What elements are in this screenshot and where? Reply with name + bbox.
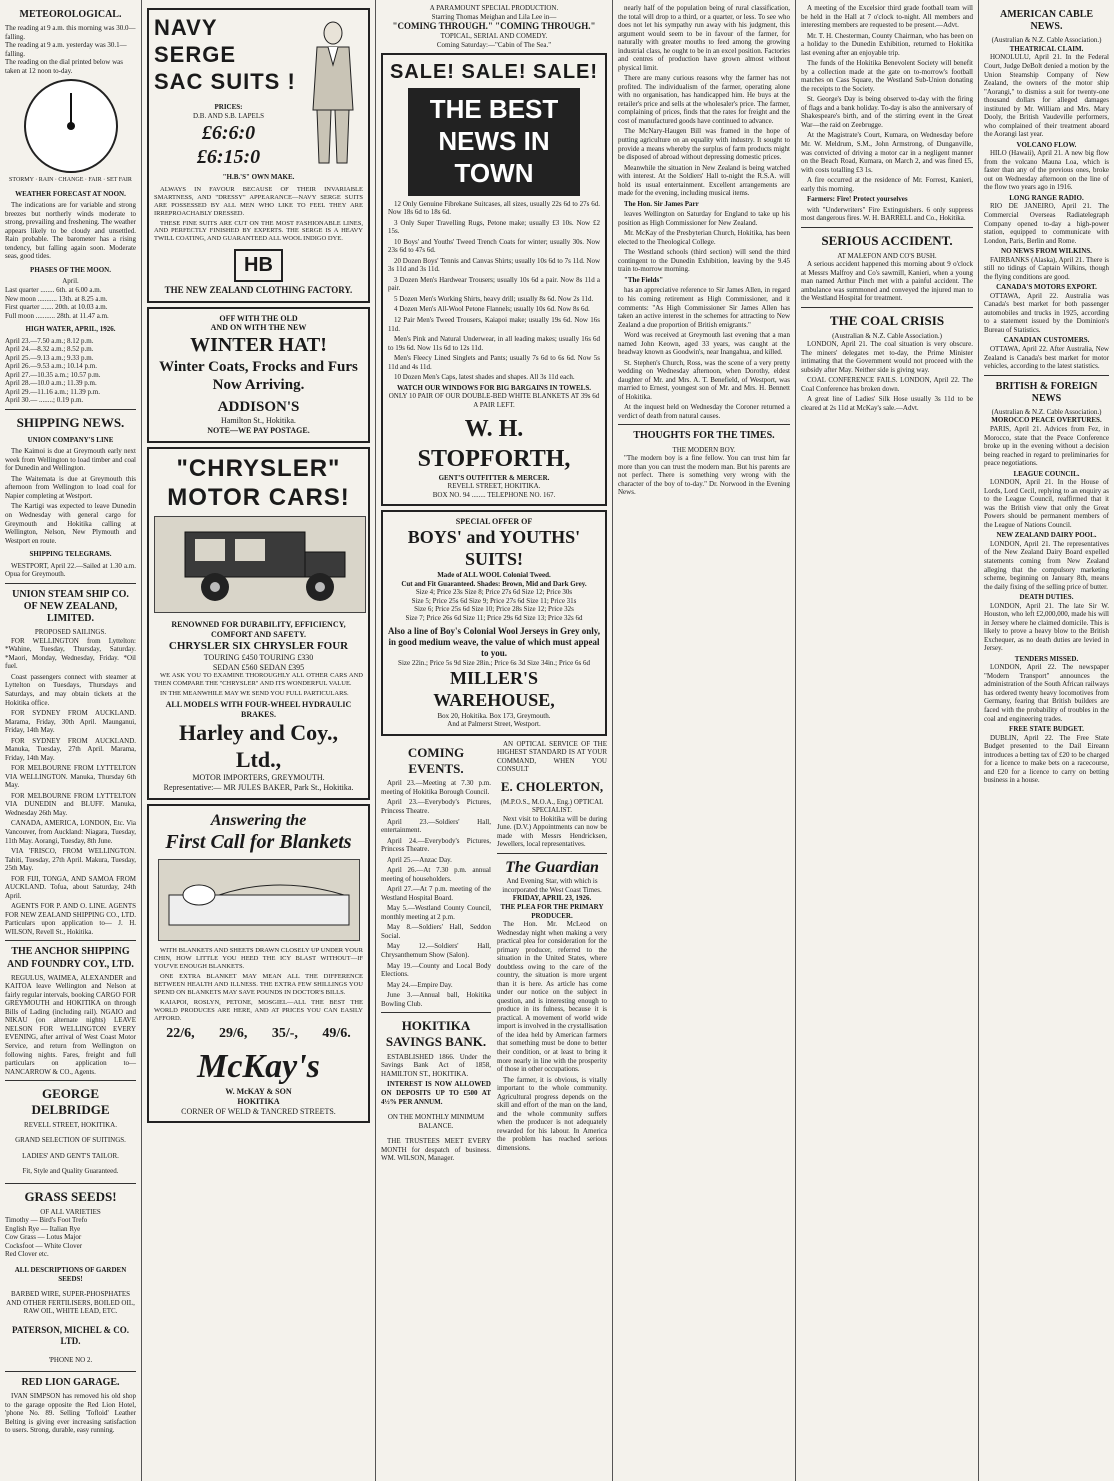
water-row: April 27.—10.35 a.m.; 10.57 p.m.	[5, 370, 101, 379]
boys-suits-ad	[381, 510, 607, 735]
editorial-paragraph: The farmer, it is obvious, is vitally important to the whole community. Agricultural progress depends on the skill and effort of the man on the land, and the whole community suffers when the producer is not adequately rewarded for his labour. In America the problem has reached serious dimensions.	[497, 1075, 607, 1152]
sale-item: Men's Pink and Natural Underwear, in all leading makes; usually 16s 6d to 19s 6d. Now 11s 6d to 12s 11d.	[388, 335, 600, 352]
harley-name: Harley and Coy., Ltd.,	[179, 719, 338, 772]
forecast-heading: WEATHER FORECAST AT NOON.	[15, 189, 126, 198]
blanket-price: 29/6,	[219, 1025, 248, 1041]
blanket-prices	[154, 1025, 363, 1042]
minister-title: The Hon. Sir James Parr	[624, 199, 699, 208]
cable-item-heading: CANADA'S MOTORS EXPORT.	[996, 283, 1097, 292]
event-item: April 27.—At 7 p.m. meeting of the Westland Hospital Board.	[381, 885, 491, 902]
union-text: The Waitemata is due at Greymouth this afternoon from Wellington to load coal for Napier completing at Westport.	[5, 474, 136, 500]
news-item: A fire occurred at the residence of Mr. Forrest, Kanieri, early this morning.	[801, 176, 973, 193]
paterson-name: PATERSON, MICHEL & CO. LTD.	[12, 1324, 129, 1346]
moon-row: Last quarter ........ 6th. at 6.00 a.m.	[5, 286, 102, 294]
foreign-item-text: LONDON, April 21. The late Sir W. Houston, who left £2,000,000, made his will in Jersey where he claimed domicile. This is likely to prove a heavy blow to the British Exchequer, as no death duties are levied in Jersey.	[984, 601, 1109, 653]
cable-item-text: FAIRBANKS (Alaska), April 21. There is still no tidings of Captain Wilkins, though the flying conditions are good.	[984, 255, 1109, 281]
savings-heading: HOKITIKA SAVINGS BANK.	[385, 1018, 487, 1050]
american-cable-heading: AMERICAN CABLE NEWS.	[999, 9, 1094, 33]
foreign-item-heading: TENDERS MISSED.	[1014, 654, 1079, 663]
harley-sub: MOTOR IMPORTERS, GREYMOUTH.	[192, 773, 325, 783]
nz-clothing: THE NEW ZEALAND CLOTHING FACTORY.	[164, 284, 353, 295]
hydraulic: ALL MODELS WITH FOUR-WHEEL HYDRAULIC BRAKES.	[165, 700, 352, 719]
cable-item-text: OTTAWA, April 22. Australia was Canada's best market for both passenger automobiles and trucks in 1925, according to a statement issued by the Dominion's Bureau of Statistics.	[984, 291, 1109, 334]
sailing-item: FOR MELBOURNE FROM LYTTELTON VIA DUNEDIN and BLUFF. Manuka, Wednesday 26th May.	[5, 791, 136, 817]
foreign-item-text: LONDON, April 21. In the House of Lords, Lord Cecil, replying to an enquiry as to the League Council, reaffirmed that it was the British view that only the Great Powers should be permanent members of the League of Nations Council.	[984, 478, 1109, 529]
telegrams-text: WESTPORT, April 22.—Sailed at 1.30 a.m. Opua for Greymouth.	[5, 561, 136, 579]
addison-name: ADDISON'S	[217, 399, 300, 416]
grass-sub: OF ALL VARIETIES	[40, 1207, 101, 1216]
only-10-pair: ONLY 10 PAIR OF OUR DOUBLE-BED WHITE BLANKETS AT 39s 6d A PAIR LEFT.	[388, 392, 600, 409]
sale-title: SALE! SALE! SALE!	[389, 61, 599, 84]
size-row: Size 4; Price 23s Size 8; Price 27s 6d Size 12; Price 30s	[415, 588, 573, 597]
chrysler-ad	[147, 447, 370, 800]
news-item: Mr. McKay of the Presbyterian Church, Hokitika, has been elected to the Theological College.	[618, 229, 790, 246]
sailing-item: FOR SYDNEY FROM AUCKLAND. Manuka, Tuesday, 27th April. Marama, Friday, 14th May.	[5, 736, 136, 762]
water-row: April 24.—8.32 a.m.; 8.52 p.m.	[5, 345, 94, 354]
delbridge-line: LADIES' AND GENT'S TAILOR.	[22, 1151, 119, 1160]
coming-saturday: Coming Saturday:—"Cabin of The Sea."	[436, 40, 552, 49]
sailing-item: CANADA, AMERICA, LONDON, Etc. Via Vancouver, from Auckland: Niagara, Tuesday, 11th May. Aorangi, Tuesday, 8th June.	[5, 819, 136, 845]
article-paragraph: The McNary-Haugen Bill was framed in the hope of putting agriculture on an equality with industry. It sought to provide a means whereby the surplus of farm products might be disposed of abroad without depressing domestic prices.	[618, 127, 790, 162]
news-item: The funds of the Hokitika Benevolent Society will benefit by a collection made at the gate on to-morrow's football matches on Cass Square, the Westland Sub-Union donating the receipts to the Society.	[801, 59, 973, 93]
blankets-text-3: KAIAPOI, ROSLYN, PETONE, MOSGIEL—ALL THE BEST THE WORLD PRODUCES ARE HERE, AND AT PRICES YOU CAN EASILY AFFORD.	[154, 998, 363, 1022]
chrysler-title-2: MOTOR CARS!	[167, 484, 350, 512]
renowned: RENOWNED FOR DURABILITY, EFFICIENCY, COMFORT AND SAFETY.	[171, 620, 346, 639]
sale-item: 12 Only Genuine Fibrekane Suitcases, all sizes, usually 22s 6d to 27s 6d. Now 18s 6d to 18s 6d.	[388, 199, 600, 217]
divider	[5, 1183, 136, 1184]
stopforth-box: BOX NO. 94 ........ TELEPHONE NO. 167.	[432, 490, 556, 499]
telegrams-heading: SHIPPING TELEGRAMS.	[29, 550, 112, 559]
foreign-news-heading: BRITISH & FOREIGN NEWS	[995, 380, 1098, 404]
meteor-line: The reading on the dial printed below was taken at 12 noon to-day.	[5, 58, 123, 75]
event-item: April 25.—Anzac Day.	[387, 855, 452, 864]
grass-item: English Rye — Italian Rye	[5, 1224, 81, 1233]
moon-row: Full moon ........... 28th. at 11.47 a.m.	[5, 311, 109, 320]
column-6	[979, 0, 1114, 1481]
cable-item-text: HONOLULU, April 21. In the Federal Court, Judge DeBolt denied a motion by the Union Steamship Company of New Zealand, the owners of the motor ship "Aorangi," to dismiss a suit for twenty-one thousand dollars for alleged damages instituted by Mr. William and Mrs. Mary Dooly, the British Vaudeville performers, who complained of their treatment aboard the Aorangi last year.	[984, 53, 1109, 139]
moon-row: First quarter ....... 20th. at 10.03 a.m.	[5, 303, 108, 312]
barometer-hub	[67, 122, 75, 130]
news-item: St. Stephen's Church, Ross, was the scene of a very pretty wedding on Wednesday afternoon, when Dorothy, eldest daughter of Mr. and Mrs. A. T. Benefield, of Westport, was married to Ernest, youngest son of Mr. and Mrs. H. Bennett of Hokitika.	[618, 358, 790, 401]
foreign-item-heading: MOROCCO PEACE OVERTURES.	[991, 416, 1102, 425]
cable-item-text: OTTAWA, April 22. After Australia, New Zealand is Canada's best market for motor vehicles, according to the latest statistics.	[984, 344, 1109, 371]
blankets-title: Answering the	[210, 811, 307, 829]
addison-location: Hamilton St., Hokitika.	[221, 416, 296, 426]
cable-item-heading: NO NEWS FROM WILKINS.	[1001, 247, 1092, 256]
divider	[5, 409, 136, 410]
cholerton-text: Next visit to Hokitika will be during June. (D.V.) Appointments can now be made with Messrs Hendricksen, Jewellers, local representatives.	[497, 814, 607, 849]
coal-conference: COAL CONFERENCE FAILS. LONDON, April 22. The Coal Conference has broken down.	[801, 376, 973, 393]
blanket-price: 22/6,	[166, 1025, 195, 1041]
foreign-association: (Australian & N.Z. Cable Association.)	[991, 407, 1102, 416]
mckay-location: HOKITIKA	[237, 1096, 280, 1106]
coming-through: "COMING THROUGH." "COMING THROUGH."	[392, 21, 596, 32]
jerseys: Also a line of Boy's Colonial Wool Jerseys in Grey only, in good medium weave, the value of which must appeal to you.	[388, 626, 600, 659]
coal-crisis-heading: THE COAL CRISIS	[829, 312, 945, 328]
navy-title: NAVY SERGE	[154, 15, 237, 67]
column-4	[613, 0, 795, 1481]
divider	[381, 1012, 491, 1013]
foreign-item-heading: LEAGUE COUNCIL.	[1013, 469, 1080, 478]
event-item: April 26.—At 7.30 p.m. annual meeting of householders.	[381, 866, 491, 883]
topical: TOPICAL, SERIAL AND COMEDY.	[440, 32, 548, 41]
price-2: £6:15:0	[196, 145, 261, 168]
event-item: May 8.—Soldiers' Hall, Seddon Social.	[381, 923, 491, 940]
column-1	[0, 0, 141, 1481]
water-row: April 28.—10.0 a.m.; 11.39 p.m.	[5, 379, 97, 388]
cable-item-text: RIO DE JANEIRO, April 21. The Commercial Overseas Radiatelegraph Company opened to-day a high-power station, equipped to communicate with London, Paris, Berlin and Rome.	[984, 202, 1109, 245]
event-item: April 24.—Everybody's Pictures, Princess Theatre.	[381, 836, 491, 854]
postage-note: NOTE—WE PAY POSTAGE.	[207, 426, 310, 436]
event-item: May 24.—Empire Day.	[387, 980, 453, 989]
dial-label: RAIN	[38, 177, 54, 184]
serious-accident-sub: AT MALEFON AND CO'S BUSH.	[837, 251, 937, 260]
anchor-heading: THE ANCHOR SHIPPING AND FOUNDRY COY., LTD.	[7, 946, 134, 970]
event-item: April 23.—Soldiers' Hall, entertainment.	[381, 817, 491, 835]
column-5	[796, 0, 978, 1481]
garden-seeds: ALL DESCRIPTIONS OF GARDEN SEEDS!	[14, 1266, 127, 1283]
foreign-item-heading: FREE STATE BUDGET.	[1009, 725, 1084, 734]
serious-accident-text: A serious accident happened this morning about 9 o'clock at Messrs Malfroy and Co's sawmill, Kanieri, when a young man named Arthur Pinch met with a painful accident. The ambulance was summoned and conveyed the injured man to the Westland Hospital for treatment.	[801, 260, 973, 303]
sailing-item: Coast passengers connect with steamer at Lyttelton on Tuesdays, Thursdays and Saturdays, and may obtain tickets at the Hokitika office.	[5, 672, 136, 707]
barometer-dial	[24, 79, 118, 173]
blanket-price: 49/6.	[322, 1025, 351, 1041]
corner-streets: CORNER OF WELD & TANCRED STREETS.	[181, 1106, 336, 1116]
divider	[801, 307, 973, 308]
delbridge-line: Fit, Style and Quality Guaranteed.	[22, 1167, 119, 1176]
prices-label: PRICES:	[214, 103, 243, 112]
cable-item-heading: CANADIAN CUSTOMERS.	[1003, 336, 1090, 345]
navy-text-2: THESE FINE SUITS ARE CUT ON THE MOST FASHIONABLE LINES, AND PERFECTLY FINISHED BY EXPERTS. THE SERGE IS A HEAVY TWILL COATING, AND GUARANTEED ALL WOOL INDIGO DYE.	[154, 219, 363, 243]
sailing-item: FOR FIJI, TONGA, AND SAMOA FROM AUCKLAND. Tofua, about Saturday, 24th April.	[5, 874, 136, 900]
union-text: The Kaimoi is due at Greymouth early next week from Wellington to load timber and coal for Dunedin and Wellington.	[5, 447, 136, 473]
divider	[5, 940, 136, 941]
lapels: D.B. AND S.B. LAPELS	[193, 112, 264, 121]
grass-item: Timothy — Bird's Foot Trefo	[5, 1216, 88, 1225]
savings-text: ESTABLISHED 1866. Under the Savings Bank Act of 1858, HAMILTON ST., HOKITIKA.	[381, 1052, 491, 1078]
sale-item: 3 Only Super Travelling Rugs, Petone make; usually £3 10s. Now £2 15s.	[388, 218, 600, 236]
monthly: ON THE MONTHLY MINIMUM BALANCE.	[387, 1113, 485, 1130]
divider	[5, 1371, 136, 1372]
dial-label: STORMY	[9, 177, 34, 184]
anchor-text: REGULUS, WAIMEA, ALEXANDER and KAITOA leave Wellington and Nelson at fairly regular intervals, booking CARGO FOR GREYMOUTH and HOKITIKA on through Bills of Lading (including rail). NGAIO and NIKAU (on alternate nights) LEAVE NELSON FOR WELLINGTON EVERY EVENING, after arrival of West Coast Motor Service, and return from Wellington on following nights. Fares, freight and full particulars on application to— NANCARROW & CO., Agents.	[5, 973, 136, 1076]
water-row: April 25.—9.13 a.m.; 9.33 p.m.	[5, 353, 94, 362]
winter-line-2: AND ON WITH THE NEW	[210, 323, 307, 333]
best-news-banner: THE BEST NEWS IN TOWN	[408, 88, 580, 195]
news-item: At the inquest held on Wednesday the Coroner returned a verdict of death from natural causes.	[618, 403, 790, 420]
minister-text: leaves Wellington on Saturday for England to take up his position as High Commissioner for New Zealand.	[618, 210, 790, 227]
chrysler-car-illustration	[154, 516, 366, 613]
guardian-masthead: The Guardian	[505, 858, 599, 876]
interest: INTEREST IS NOW ALLOWED ON DEPOSITS UP TO £500 AT 4½% PER ANNUM.	[381, 1080, 491, 1106]
forecast-text: The indications are for variable and strong breezes but northerly winds moderate to strong, prevailing and freshening. The weather appears likely to be cloudy and unsettled. Rain probable. The barometer has a rising tendency, but falling again soon. Moderate seas, good tides.	[5, 201, 136, 261]
editorial-paragraph: The Hon. Mr. McLeod on Wednesday night when making a very practical plea for consideration for the primary producer, referred to the situation in the United States, where doubtless owing to the care of the country, the situation is more urgent than it is here. As article has come under our notice on the subject in question, and is interesting enough to produce in its fulness, because it is practical. A movement of world wide import is involved in the crystallisation of the idea held by American farmers that something must be done to better their condition, or at least to bring it more nearly in line with the prosperity of those in other occupations.	[497, 920, 607, 1074]
water-row: April 30.— ........; 0.19 p.m.	[5, 396, 84, 405]
sale-ad	[381, 53, 607, 506]
sale-item: 3 Dozen Men's Hardwear Trousers; usually 10s 6d a pair. Now 8s 11d a pair.	[388, 275, 600, 293]
size-row: Size 7; Price 26s 6d Size 11; Price 29s 6d Size 13; Price 32s 6d	[405, 613, 583, 622]
dial-label: CHANGE	[58, 177, 84, 184]
bed-illustration	[158, 859, 360, 941]
thoughts-text: "The modern boy is a fine fellow. You can trust him far more than you can trust the modern man. But his parents are not perfect. There is something very wrong with the character of the boy of to-day." Dr. Norwood in the Evening News.	[618, 454, 790, 497]
paramount-heading: A PARAMOUNT SPECIAL PRODUCTION.	[429, 4, 559, 12]
stopforth-location: REVELL STREET, HOKITIKA.	[447, 482, 541, 491]
news-item: Word was received at Greymouth last evening that a man named John Keown, aged 33 years, was caught at the headway known as Goodwin's, near Inangahua, and killed.	[618, 331, 790, 357]
events-heading: COMING EVENTS.	[407, 744, 465, 776]
fertilisers: BARBED WIRE, SUPER-PHOSPHATES AND OTHER FERTILISERS, BOILED OIL, RAW OIL, WHITE LEAD, ETC.	[6, 1290, 135, 1316]
cholerton-sub: (M.P.O.S., M.O.A., Eng.) OPTICAL SPECIALIST.	[500, 797, 604, 815]
blankets-title-2: First Call for Blankets	[165, 831, 352, 854]
water-row: April 29.—11.16 a.m.; 11.39 p.m.	[5, 387, 100, 396]
union-heading: UNION COMPANY'S LINE	[27, 435, 114, 444]
agents-text: AGENTS FOR P. AND O. LINE. AGENTS FOR NEW ZEALAND SHIPPING CO., LTD. Particulars upon application to— J. H. WILSON, Revell St., Hokitika.	[5, 902, 136, 936]
coal-crisis-text: LONDON, April 21. The coal situation is very obscure. The miners' delegates met to-day, the Prime Minister intimating that the Government would not proceed with the subsidy after May. Neither side is giving way.	[801, 340, 973, 374]
paramount-stars: Starring Thomas Meighan and Lila Lee in—	[431, 12, 557, 21]
coal-crisis-sub: (Australian & N.Z. Cable Association.)	[832, 331, 942, 340]
news-item: St. George's Day is being observed to-day with the firing of flags and a bank holiday. To-day is also the anniversary of Shakespeare's birth, and of the stirring event in the Great War—the raid on Zeebrugge.	[801, 95, 973, 129]
navy-title-2: SAC SUITS !	[154, 68, 296, 94]
stopforth-name: W. H. STOPFORTH,	[417, 416, 571, 472]
uss-heading: UNION STEAM SHIP CO. OF NEW ZEALAND, LIMITED.	[12, 588, 129, 625]
sale-item: 10 Boys' and Youths' Tweed Trench Coats for winter; usually 30s. Now 23s 6d to 47s 6d.	[388, 237, 600, 255]
cut-fit: Cut and Fit Guaranteed. Shades: Brown, Mid and Dark Grey.	[401, 579, 587, 588]
cable-association: (Australian & N.Z. Cable Association.)	[991, 36, 1102, 45]
size-row: Size 6; Price 25s 6d Size 10; Price 28s Size 12; Price 32s	[414, 605, 574, 614]
special-offer: SPECIAL OFFER OF	[455, 517, 533, 527]
winter-coats: Winter Coats, Frocks and Furs Now Arriving.	[159, 358, 358, 393]
suited-man-illustration	[303, 15, 363, 165]
mckay-sub: W. McKAY & SON	[225, 1087, 292, 1097]
sailing-item: FOR SYDNEY FROM AUCKLAND. Marama, Friday, 30th April. Maunganui, Friday, 14th May.	[5, 709, 136, 735]
water-heading: HIGH WATER, APRIL, 1926.	[25, 325, 116, 334]
shipping-heading: SHIPPING NEWS.	[16, 414, 125, 430]
sale-item: 20 Dozen Boys' Tennis and Canvas Shirts; usually 10s 6d to 7s 11d. Now 3s 11d and 3s 11d.	[388, 256, 600, 274]
dial-label: FAIR	[88, 177, 102, 184]
article-paragraph: There are many curious reasons why the farmer has not profited. The individualism of the farmer, operating alone with no organisation, has handicapped him. He buys at the retailer's price and sells at the wholesaler's price. The farmer, complaining of prices, finds that the rates for freight and the cost of manufactured goods have continued to advance.	[618, 74, 790, 125]
grass-item: Red Clover etc.	[5, 1250, 49, 1259]
chrysler-text: WE ASK YOU TO EXAMINE THOROUGHLY ALL OTHER CARS AND THEN COMPARE THE "CHRYSLER" AND ITS WONDERFUL VALUE.	[154, 672, 363, 688]
cholerton-name: E. CHOLERTON,	[500, 778, 604, 794]
hb-logo: HB	[234, 249, 283, 281]
divider	[5, 1080, 136, 1081]
chrysler-title: "CHRYSLER"	[176, 454, 341, 482]
winter-hat-ad	[147, 307, 370, 443]
event-item: May 12.—Soldiers' Hall, Chrysanthemum Show (Salon).	[381, 942, 491, 959]
cable-item-heading: VOLCANO FLOW.	[1016, 140, 1077, 149]
thoughts-sub: THE MODERN BOY.	[672, 445, 736, 454]
cable-item-text: HILO (Hawaii), April 21. A new big flow from the volcano Mauna Loa, which is faster than any of the previous ones, broke out on Wednesday afternoon on the line of the flow two years ago in 1916.	[984, 149, 1109, 192]
delbridge-line: GRAND SELECTION OF SUITINGS.	[15, 1136, 126, 1145]
millers-name: MILLER'S WAREHOUSE,	[433, 667, 555, 710]
news-item: The Westland schools (third section) will send the third contingent to the Dunedin Exhibition, leaving by the 9.45 train to-morrow morning.	[618, 248, 790, 274]
cable-item-heading: LONG RANGE RADIO.	[1009, 193, 1084, 202]
moon-row: New moon ........... 13th. at 8.25 a.m.	[5, 294, 108, 303]
meteorological-heading: METEOROLOGICAL.	[19, 9, 122, 20]
event-item: May 19.—County and Local Body Elections.	[381, 961, 491, 979]
blankets-ad	[147, 804, 370, 1124]
blankets-text-2: ONE EXTRA BLANKET MAY MEAN ALL THE DIFFERENCE BETWEEN HEALTH AND ILLNESS. THE EXTRA FEW SHILLINGS YOU SPEND ON BLANKETS MAY SAVE POUNDS IN DOCTOR'S BILLS.	[154, 973, 363, 996]
delbridge-sub: REVELL STREET, HOKITIKA.	[24, 1120, 117, 1129]
thoughts-heading: THOUGHTS FOR THE TIMES.	[633, 430, 775, 442]
serious-accident-heading: SERIOUS ACCIDENT.	[821, 232, 953, 248]
fields-title: "The Fields"	[624, 275, 664, 284]
garage-text: IVAN SIMPSON has removed his old shop to the garage opposite the Red Lion Hotel, 'phone No. 89. Selling 'Tofloid' Leather Belting is giving ever increasing satisfaction to users. Strong, durable, easy running.	[5, 1392, 136, 1435]
harley-rep: Representative:— MR JULES BAKER, Park St., Hokitika.	[163, 783, 354, 793]
fields-text: has an appreciative reference to Sir James Allen, in regard to his coming retirement as High Commissioner, and it comments: "As High Commissioner Sir James Allen has taken an active interest in the schemes for attracting to New Zealand a due proportion of British emigrants."	[618, 286, 790, 329]
watch-windows: WATCH OUR WINDOWS FOR BIG BARGAINS IN TOWELS.	[397, 383, 591, 392]
water-row: April 23.—7.50 a.m.; 8.12 p.m.	[5, 336, 94, 345]
garage-heading: RED LION GARAGE.	[21, 1377, 120, 1389]
boys-suits: BOYS' and YOUTHS' SUITS!	[407, 527, 581, 570]
water-row: April 26.—9.53 a.m.; 10.14 p.m.	[5, 362, 97, 371]
dial-labels: STORMY · RAIN · CHANGE · FAIR · SET FAIR	[9, 177, 132, 184]
navy-serge-ad	[147, 8, 370, 303]
size-row: Size 5; Price 25s 6d Size 9; Price 27s 6d Size 11; Price 31s	[411, 596, 577, 605]
editorial-title: THE PLEA FOR THE PRIMARY PRODUCER.	[500, 902, 604, 920]
guardian-date: FRIDAY, APRIL 23, 1926.	[512, 894, 592, 903]
stopforth-sub: GENT'S OUTFITTER & MERCER.	[438, 473, 550, 482]
meantime: IN THE MEANWHILE MAY WE SEND YOU FULL PARTICULARS.	[160, 690, 349, 698]
farmers-text: with "Underwriters" Fire Extinguishers. 6 only suppress most dangerous fires. W. H. BARRELL and Co., Hokitika.	[801, 205, 973, 223]
ladies-hose: A great line of Ladies' Silk Hose usually 3s 11d to be cleared at 2s 11d at McKay's sale.—Advt.	[801, 395, 973, 412]
article-paragraph: nearly half of the population being of rural classification, the total will drop to a third, or a quarter, or less. To see who does not let his sympathy run away with his judgment, this argument would seem to be in favour of the farmer, for naturally with greater mouths to feed among the growing industrial class, he ought to be in an excel position. Factories and centres of production have grown almost without physical limit.	[618, 4, 790, 72]
sailing-item: VIA 'FRISCO, FROM WELLINGTON. Tahiti, Tuesday, 27th April. Makura, Tuesday, 25th May.	[5, 847, 136, 873]
farmers-title: Farmers: Fire! Protect yourselves	[807, 195, 908, 204]
foreign-item-text: LONDON, April 21. The representatives of the New Zealand Dairy Board expelled statements coming from New Zealand alleging that the compulsory marketing scheme, beginning on January 8th, means the daily fixing of the selling price of butter.	[984, 539, 1109, 591]
sale-item: 12 Pair Men's Tweed Trousers, Kaiapoi make; usually 19s 6d. Now 16s 11d.	[388, 316, 600, 333]
event-item: April 23.—Everybody's Pictures, Princess Theatre.	[381, 798, 491, 816]
six-price: TOURING £450 TOURING £330	[203, 652, 314, 662]
winter-hat: WINTER HAT!	[190, 334, 327, 357]
dial-label: SET FAIR	[106, 177, 132, 184]
moon-month: April.	[62, 277, 79, 286]
guardian-sub: And Evening Star, with which is incorporated the West Coast Times.	[502, 877, 602, 894]
column-2	[142, 0, 375, 1481]
sale-item: 10 Dozen Men's Caps, latest shades and shapes. All 3s 11d each.	[394, 373, 575, 382]
news-item: A meeting of the Excelsior third grade football team will be held in the Hall at 7 o'clock to-night. All members and interesting members are requested to be present.—Advt.	[801, 4, 973, 30]
sailing-item: FOR MELBOURNE FROM LYTTELTON VIA WELLINGTON. Manuka, Thursday 6th May.	[5, 764, 136, 790]
sale-item: Men's Fleecy Lined Singlets and Pants; usually 7s 6d to 6s 6d. Now 5s 11d and 4s 11d.	[388, 354, 600, 371]
divider	[497, 853, 607, 854]
grass-item: Cow Grass — Lotus Major	[5, 1233, 82, 1242]
jersey-sizes: Size 22in.; Price 5s 9d Size 28in.; Price 6s 3d Size 34in.; Price 6s 6d	[398, 659, 590, 668]
foreign-item-heading: NEW ZEALAND DAIRY POOL.	[996, 531, 1097, 540]
sale-item: 4 Dozen Men's All-Wool Petone Flannels; usually 10s 6d. Now 8s 6d.	[394, 305, 590, 314]
mckays-logo: McKay's	[197, 1047, 320, 1085]
navy-text: ALWAYS IN FAVOUR BECAUSE OF THEIR INVARIABLE SMARTNESS, AND "DRESSY" APPEARANCE—NAVY SERGE SUITS ARE POSSESSED BY ALL MEN WHO LIKE TO FEEL THEY ARE IRREPROACHABLY DRESSED.	[154, 185, 363, 217]
column-3	[376, 0, 612, 1481]
divider	[801, 227, 973, 228]
event-item: April 23.—Meeting at 7.30 p.m. meeting of Hokitika Borough Council.	[381, 779, 491, 796]
news-item: Mr. T. H. Chesterman, County Chairman, who has been on a holiday to the Dunedin Exhibition, returned to Hokitika last evening after an enjoyable trip.	[801, 31, 973, 57]
winter-line-1: OFF WITH THE OLD	[219, 313, 298, 323]
uss-sub: PROPOSED SAILINGS.	[34, 628, 107, 637]
millers-sub: Box 20, Hokitika. Box 173, Greymouth.	[437, 711, 551, 720]
six-price: SEDAN £560 SEDAN £395	[212, 662, 305, 672]
price-1: £6:6:0	[201, 121, 256, 144]
foreign-item-heading: DEATH DUTIES.	[1019, 593, 1074, 602]
foreign-item-text: LONDON, April 22. The newspaper "Modern Transport" announces the administration of the South African railways has ordered twenty heavy locomotives from Germany, fearing that British builders are faced with the probability of troubles in the coal and engineering trades.	[984, 663, 1109, 723]
meteor-line: The reading at 9 a.m. this morning was 30.0—falling.	[5, 24, 136, 41]
event-item: May 5.—Westland County Council, monthly meeting at 2 p.m.	[381, 904, 491, 921]
six-four: CHRYSLER SIX CHRYSLER FOUR	[168, 639, 349, 652]
moon-heading: PHASES OF THE MOON.	[30, 265, 111, 274]
news-item: At the Magistrate's Court, Kumara, on Wednesday before Mr. W. Meldrum, S.M., John Armstrong, of Dunganville, was convicted of driving a motor car in a negligent manner on the Beach Road, Kumara, on March 2, and was fined £5, with costs totalling £3 1s.	[801, 131, 973, 174]
optical-text: AN OPTICAL SERVICE OF THE HIGHEST STANDARD IS AT YOUR COMMAND, WHEN YOU CONSULT	[497, 739, 607, 774]
article-paragraph: Meanwhile the situation in New Zealand is being watched with interest. At the Soldiers' Hall to-night the R.S.A. will hold its usual entertainment. Excellent arrangements are made for the evening, including musical items.	[618, 163, 790, 198]
blanket-price: 35/-,	[271, 1025, 298, 1041]
divider	[618, 424, 790, 425]
trustees: THE TRUSTEES MEET EVERY MONTH for despatch of business. WM. WILSON, Manager.	[381, 1137, 491, 1163]
grass-item: Cocksfoot — White Clover	[5, 1241, 83, 1250]
divider	[5, 583, 136, 584]
divider	[984, 375, 1109, 376]
foreign-item-text: PARIS, April 21. Advices from Fez, in Morocco, state that the Peace Conference broke up in the evening without a decision being reached in regard to preliminaries for peace negotiations.	[984, 425, 1109, 468]
grass-heading: GRASS SEEDS!	[24, 1188, 117, 1204]
event-item: June 3.—Annual ball, Hokitika Bowling Club.	[381, 991, 491, 1008]
cable-item-heading: THEATRICAL CLAIM.	[1009, 44, 1084, 53]
sale-item: 5 Dozen Men's Working Shirts, heavy drill; usually 8s 6d. Now 2s 11d.	[394, 294, 594, 303]
hbs-own-make: "H.B.'S" OWN MAKE.	[222, 173, 295, 182]
union-text: The Kartigi was expected to leave Dunedin on Wednesday with general cargo for Greymouth and Hokitika calling at Wellington, Nelson, New Plymouth and Westport en route.	[5, 502, 136, 545]
delbridge-heading: GEORGE DELBRIDGE	[31, 1086, 110, 1117]
all-wool: Made of ALL WOOL Colonial Tweed.	[437, 571, 551, 580]
millers-location: And at Palmerst Street, Westport.	[447, 720, 541, 729]
foreign-item-text: DUBLIN, April 22. The Free State Budget presented to the Dail Eireann introduces a betting tax of £20 to be charged for a licence to make bets on a racecourse, and £20 for a licence to carry on betting business in a house.	[984, 733, 1109, 785]
phone: 'PHONE NO 2.	[48, 1355, 93, 1364]
sailing-item: FOR WELLINGTON from Lyttelton: *Wahine, Tuesday, Thursday, Saturday. *Maori, Monday, Wednesday, Friday. *Oil fuel.	[5, 636, 136, 671]
meteor-line: The reading at 9 a.m. yesterday was 30.1—falling.	[5, 41, 127, 58]
blankets-text: WITH BLANKETS AND SHEETS DRAWN CLOSELY UP UNDER YOUR CHIN, HOW LITTLE YOU HEED THE ICY BLAST WITHOUT—IF YOU'VE ENOUGH BLANKETS.	[154, 947, 363, 971]
